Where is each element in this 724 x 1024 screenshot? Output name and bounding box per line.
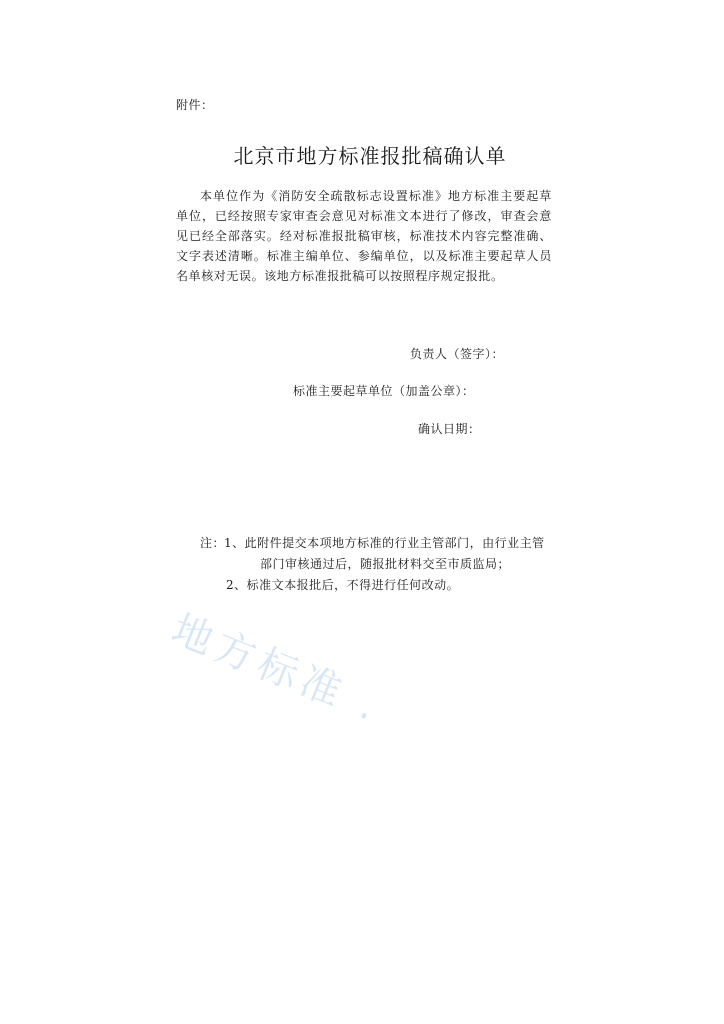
- note-1-row: [200, 533, 560, 554]
- body-paragraph: 本单位作为《消防安全疏散标志设置标准》地方标准主要起草单位，已经按照专家审查会意见对标准文本进行了修改，审查会意见已经全部落实。经对标准报批稿审核，标准技术内容完整准确、文字表述清晰。标准主编单位、参编单位，以及标准主要起草人员名单核对无误。该地方标准报批稿可以按照程序规定报批。: [176, 189, 552, 283]
- note-1-line-1: 1、此附件提交本项地方标准的行业主管部门，由行业主管: [224, 536, 545, 550]
- document-title: 北京市地方标准报批稿确认单: [233, 144, 507, 168]
- note-1-continuation: 部门审核通过后，随报批材料交至市质监局；: [260, 557, 511, 571]
- notes-section: [200, 533, 560, 596]
- attachment-label: 附件：: [176, 98, 214, 112]
- confirm-date: 确认日期：: [418, 422, 481, 436]
- responsible-person-signature: 负责人（签字）：: [410, 347, 505, 361]
- note-2: 2、标准文本报批后，不得进行任何改动。: [226, 578, 460, 592]
- watermark: 地方标准 .: [165, 606, 388, 732]
- notes-prefix: 注：: [200, 536, 226, 550]
- drafting-unit-seal: 标准主要起草单位（加盖公章）：: [293, 384, 475, 398]
